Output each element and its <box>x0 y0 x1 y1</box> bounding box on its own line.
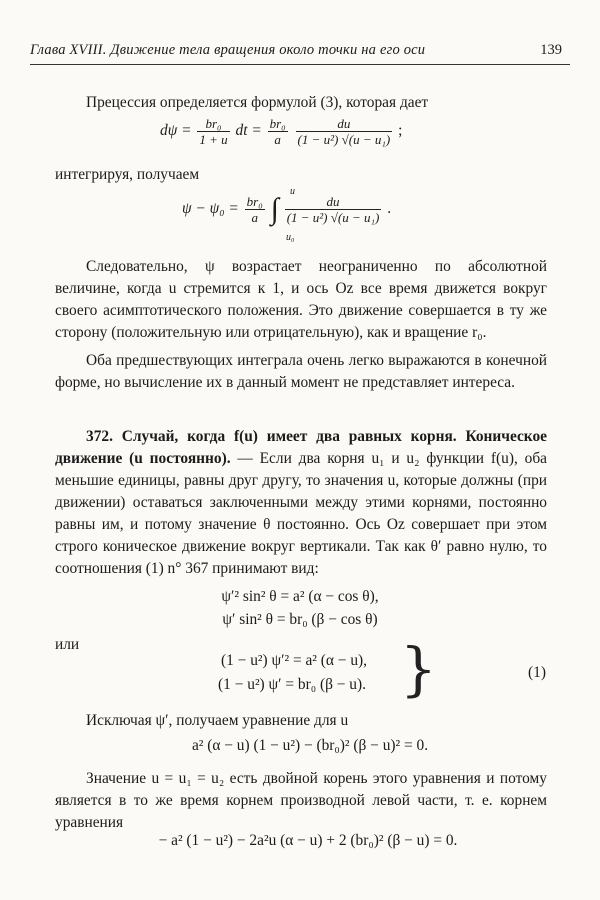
eq1-f2-den: a <box>268 131 288 147</box>
eq1-mid: dt = <box>235 122 262 140</box>
equation-system-2: (1 − u²) ψ′ = br₀ (β − u). <box>218 676 366 693</box>
section-title: 372. Случай, когда f(u) имеет два равных корня. Коническое движение (u постоянно). <box>55 428 547 467</box>
eq1-fraction-2 <box>268 116 288 147</box>
eq1-lhs: dψ = <box>160 122 192 140</box>
eq2-f1-num: br₀ <box>246 194 263 209</box>
eq2-f1-den: a <box>245 209 265 225</box>
eq1-end: ; <box>398 122 403 140</box>
integral-upper-limit: u <box>290 186 295 197</box>
eq2-f2-den: (1 − u²) √(u − u₁) <box>286 210 380 225</box>
chapter-title: Глава XVIII. Движение тела вращения около точки на его оси <box>30 42 426 58</box>
equation-eliminated: a² (α − u) (1 − u²) − (br₀)² (β − u)² = 0. <box>191 737 429 754</box>
integral-lower-limit: u₀ <box>286 232 295 243</box>
equation-dpsi <box>160 116 402 147</box>
eq1-f2-num: br₀ <box>269 116 286 131</box>
eq1-fraction-3 <box>296 116 393 147</box>
eq2-fraction-2 <box>285 194 382 225</box>
eq1-f1-num: br₀ <box>205 116 222 131</box>
right-brace: } <box>400 635 437 703</box>
paragraph-double-root: Значение u = u₁ = u₂ есть двойной корень этого уравнения и потому является в то же время корнем производной левой части, т. е. корнем уравнения <box>55 770 547 831</box>
eq2-end: . <box>387 200 392 218</box>
eq1-f3-den: (1 − u²) √(u − u₁) <box>297 132 391 147</box>
equation-derivative: − a² (1 − u²) − 2a²u (α − u) + 2 (br₀)² (β − u) = 0. <box>158 832 458 849</box>
integral-sign: ∫ <box>270 192 279 226</box>
word-or: или <box>55 636 80 653</box>
eq2-f2-num: du <box>326 194 340 209</box>
paragraph-precession: Прецессия определяется формулой (3), которая дает <box>86 94 429 111</box>
paragraph-eliminating: Исключая ψ′, получаем уравнение для u <box>86 712 349 729</box>
eq2-lhs: ψ − ψ₀ = <box>182 200 239 218</box>
equation-integral <box>182 194 391 225</box>
paragraph-consequently: Следовательно, ψ возрастает неограниченно по абсолютной величине, когда u стремится к 1, и ось Oz все время движется вокруг своего асимптотического положения. Это движение совершается в ту же сторону (положительную или отрицательную), как и вращение r₀. <box>55 258 547 341</box>
paragraph-integrals: Оба предшествующих интеграла очень легко выражаются в конечной форме, но вычисление их в данный момент не представляет интереса. <box>55 352 547 391</box>
eq1-f3-num: du <box>337 116 351 131</box>
eq1-f1-den: 1 + u <box>199 132 228 147</box>
equation-conical-1: ψ′² sin² θ = a² (α − cos θ), <box>221 588 379 605</box>
eq1-fraction-1 <box>197 116 229 147</box>
eq2-fraction-1 <box>245 194 265 225</box>
page-number: 139 <box>540 42 562 58</box>
running-header <box>30 42 570 65</box>
section-372 <box>55 426 547 580</box>
equation-conical-2: ψ′ sin² θ = br₀ (β − cos θ) <box>222 611 378 628</box>
paragraph-integrating: интегрируя, получаем <box>55 166 200 183</box>
section-body: — Если два корня u₁ и u₂ функции f(u), оба меньшие единицы, равны друг другу, то значения u, которые должны (при движении) оставаться заключенными между этими корнями, постоянно равны им, и потому значение θ постоянно. Ось Oz совершает при этом строго коническое движение вокруг вертикали. Так как θ′ равно нулю, то соотношения (1) n° 367 принимают вид: <box>55 450 547 577</box>
equation-system-1: (1 − u²) ψ′² = a² (α − u), <box>221 652 367 669</box>
equation-number: (1) <box>528 664 546 681</box>
